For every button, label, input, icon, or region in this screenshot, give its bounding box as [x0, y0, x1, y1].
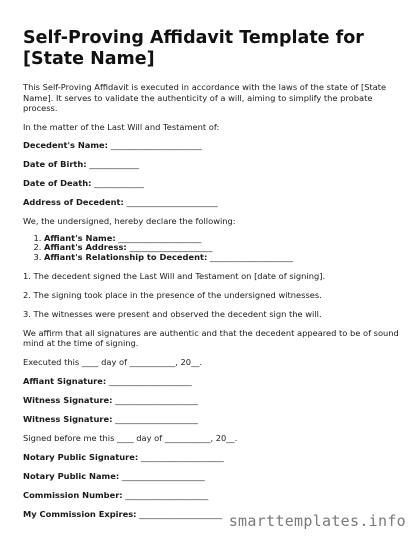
- field-label: Notary Public Signature:: [23, 451, 139, 462]
- field-blank: ____________________: [140, 451, 224, 462]
- witness-signature-field-2: [23, 414, 403, 425]
- site-watermark: smarttemplates.info: [228, 512, 406, 530]
- date-of-birth-field: [23, 159, 403, 170]
- statement-3: 3. The witnesses were present and observed the decedent sign the will.: [23, 308, 322, 319]
- field-label: Address of Decedent:: [23, 197, 124, 207]
- decedent-name-field: [23, 140, 403, 151]
- field-blank: ____________________: [115, 413, 199, 424]
- field-blank: ____________________: [139, 508, 223, 519]
- affirmation-paragraph: We affirm that all signatures are authentic and that the decedent appeared to be of sound mind at the time of signing.: [23, 327, 399, 349]
- matter-line: In the matter of the Last Will and Testament of:: [23, 121, 220, 132]
- notary-signature-field: [23, 452, 403, 463]
- affidavit-document: [23, 28, 403, 528]
- statement-2: 2. The signing took place in the presence of the undersigned witnesses.: [23, 289, 322, 300]
- date-of-death-field: [23, 178, 403, 189]
- item-blank: ____________________: [209, 252, 293, 263]
- field-blank: ____________________: [121, 470, 205, 481]
- notary-name-field: [23, 471, 403, 482]
- affiant-list: [23, 234, 403, 263]
- declaration-line: We, the undersigned, hereby declare the following:: [23, 216, 236, 226]
- address-of-decedent-field: [23, 197, 403, 208]
- item-label: Affiant's Relationship to Decedent:: [44, 252, 208, 263]
- field-blank: ____________: [89, 159, 140, 169]
- field-label: Affiant Signature:: [23, 375, 107, 386]
- document-title: Self-Proving Affidavit Template for [State Name]: [23, 28, 364, 69]
- item-label: Affiant's Name:: [44, 232, 116, 243]
- field-label: Commission Number:: [23, 489, 123, 500]
- field-blank: ____________________: [115, 394, 199, 405]
- commission-number-field: [23, 490, 403, 501]
- field-label: Date of Birth:: [23, 159, 87, 169]
- field-label: Witness Signature:: [23, 413, 113, 424]
- item-blank: ____________________: [129, 242, 213, 253]
- field-label: Notary Public Name:: [23, 470, 120, 481]
- field-blank: ____________: [94, 178, 144, 188]
- intro-paragraph: This Self-Proving Affidavit is executed in accordance with the laws of the state of [State Name]. It serves to validate the authenticity of a will, aiming to simplify the probate process.: [23, 82, 387, 113]
- field-blank: ____________________: [125, 489, 209, 500]
- witness-signature-field-1: [23, 395, 403, 406]
- item-blank: ____________________: [118, 232, 202, 243]
- field-blank: ____________________: [108, 375, 192, 386]
- field-label: My Commission Expires:: [23, 508, 137, 519]
- signed-before-line: Signed before me this ____ day of ___________, 20__.: [23, 432, 238, 443]
- list-item: [44, 253, 403, 263]
- executed-line: Executed this ____ day of ___________, 20__.: [23, 356, 203, 367]
- statement-1: 1. The decedent signed the Last Will and Testament on [date of signing].: [23, 270, 326, 281]
- field-label: Witness Signature:: [23, 394, 113, 405]
- affiant-signature-field: [23, 376, 403, 387]
- field-blank: ______________________: [126, 197, 218, 207]
- item-label: Affiant's Address:: [44, 242, 127, 253]
- field-label: Decedent's Name:: [23, 140, 108, 150]
- field-blank: ______________________: [110, 140, 202, 150]
- field-label: Date of Death:: [23, 178, 92, 188]
